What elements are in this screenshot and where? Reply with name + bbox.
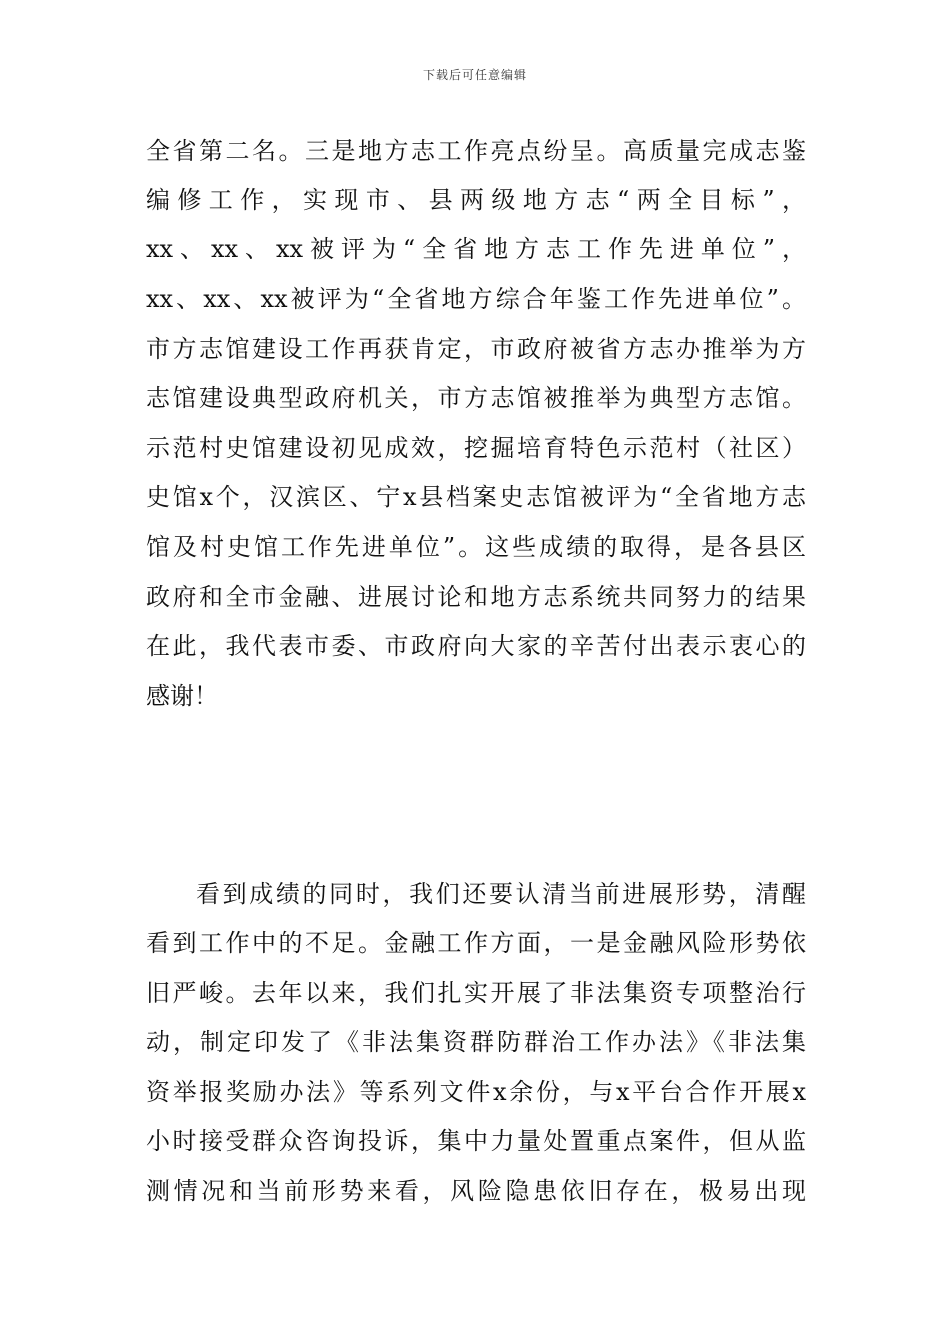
text-line: 市方志馆建设工作再获肯定，市政府被省方志办推举为方 <box>146 335 806 363</box>
text-line: 在此，我代表市委、市政府向大家的辛苦付出表示衷心的 <box>146 632 806 660</box>
text-line: 史馆x个，汉滨区、宁x县档案史志馆被评为“全省地方志 <box>146 483 806 511</box>
page-header-note: 下载后可任意编辑 <box>422 68 527 82</box>
text-line: 编修工作，实现市、县两级地方志“两全目标”， <box>146 186 806 214</box>
text-line: 全省第二名。三是地方志工作亮点纷呈。高质量完成志鉴 <box>146 137 806 165</box>
text-line: xx、xx、xx被评为“全省地方志工作先进单位”， <box>146 235 806 263</box>
text-line: 资举报奖励办法》等系列文件x余份，与x平台合作开展x <box>146 1078 806 1106</box>
text-line: 看到成绩的同时，我们还要认清当前进展形势，清醒 <box>196 880 806 908</box>
text-line: 小时接受群众咨询投诉，集中力量处置重点案件，但从监 <box>146 1127 806 1155</box>
text-line: 政府和全市金融、进展讨论和地方志系统共同努力的结果 <box>146 583 806 611</box>
text-line: 看到工作中的不足。金融工作方面，一是金融风险形势依 <box>146 929 806 957</box>
text-line: 测情况和当前形势来看，风险隐患依旧存在，极易出现 <box>146 1177 806 1205</box>
text-line: 志馆建设典型政府机关，市方志馆被推举为典型方志馆。 <box>146 384 806 412</box>
text-line: 馆及村史馆工作先进单位”。这些成绩的取得，是各县区 <box>146 533 806 561</box>
text-line: 动，制定印发了《非法集资群防群治工作办法》《非法集 <box>146 1028 806 1056</box>
text-line: 示范村史馆建设初见成效，挖掘培育特色示范村（社区） <box>146 434 806 462</box>
text-line: xx、xx、xx被评为“全省地方综合年鉴工作先进单位”。 <box>146 285 806 313</box>
text-line: 感谢！ <box>146 682 218 710</box>
text-line: 旧严峻。去年以来，我们扎实开展了非法集资专项整治行 <box>146 979 806 1007</box>
